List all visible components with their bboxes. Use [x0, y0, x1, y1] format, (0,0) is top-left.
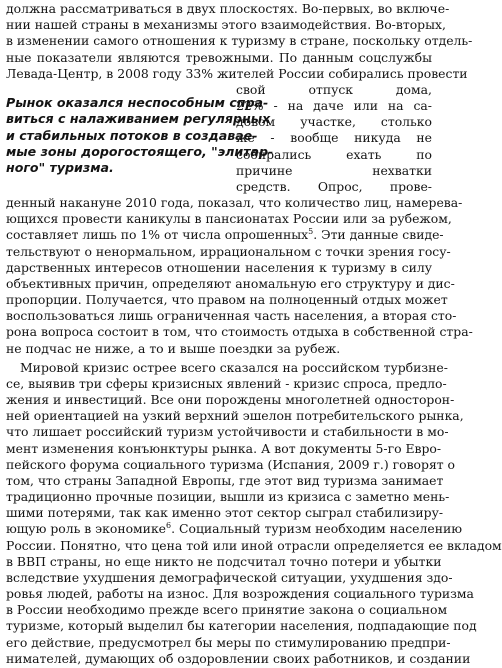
- text-line: Левада-Центр, в 2008 году 33% жителей России собирались провести: [6, 65, 468, 81]
- text-line: ней ориентацией на узкий верхний эшелон потребительского рынка,: [6, 408, 464, 424]
- text-span: составляет лишь по 1% от числа опрошенных: [6, 227, 309, 243]
- text-line: том, что страны Западной Европы, где этот вид туризма занимает: [6, 472, 444, 488]
- text-line: же - вообще никуда не: [236, 130, 432, 146]
- text-line: его действие, предусмотрел бы меры по стимулированию предпри-: [6, 634, 451, 650]
- pull-quote-line: Рынок оказался неспособным спра-: [6, 95, 269, 111]
- footnote-marker: 6: [166, 521, 172, 531]
- text-line: тельствуют о ненормальном, иррациональном с точки зрения госу-: [6, 243, 451, 259]
- text-line: объективных причин, определяют аномальную его структуру и дис-: [6, 275, 455, 291]
- text-line: шими потерями, так как именно этот сектор сыграл стабилизиру-: [6, 505, 444, 521]
- text-line: традиционно прочные позиции, вышли из кризиса с заметно мень-: [6, 489, 450, 505]
- text-line: ные показатели являются тревожными. По данным соцслужбы: [6, 49, 432, 65]
- text-span: ющую роль в экономике: [6, 521, 167, 537]
- text-line: се, выявив три сферы кризисных явлений - кризис спроса, предло-: [6, 375, 447, 391]
- text-line: воспользоваться лишь ограниченная часть населения, а вторая сто-: [6, 308, 457, 324]
- text-line: в изменении самого отношения к туризму в стране, поскольку отдель-: [6, 33, 473, 49]
- pull-quote-line: и стабильных потоков в создавае-: [6, 127, 258, 143]
- text-span: . Эти данные свиде-: [313, 227, 444, 243]
- text-line: в ВВП страны, но еще никто не подсчитал точно потери и убытки: [6, 553, 442, 569]
- text-line: дарственных интересов отношении населения к туризму в силу: [6, 259, 432, 275]
- text-line: собирались ехать по: [236, 146, 432, 162]
- text-line: мент изменения конъюнктуры рынка. А вот документы 5-го Евро-: [6, 440, 442, 456]
- text-line: туризме, который выделил бы категории населения, подпадающие под: [6, 618, 477, 634]
- text-line: довом участке, столько: [236, 114, 432, 130]
- text-span: . Социальный туризм необходим населению: [171, 521, 463, 537]
- text-line: нии нашей страны в механизмы этого взаимодействия. Во-вторых,: [6, 17, 446, 33]
- footnote-marker: 5: [308, 227, 314, 237]
- text-line: [6, 520, 463, 537]
- text-line: нимателей, думающих об оздоровлении своих работников, и создании: [6, 650, 471, 666]
- pull-quote-line: ного" туризма.: [6, 159, 114, 175]
- text-line: рона вопроса состоит в том, что стоимость отдыха в собственной стра-: [6, 324, 473, 340]
- text-line: пропорции. Получается, что правом на полноценный отдых может: [6, 292, 448, 308]
- pull-quote-line: виться с налаживанием регулярных: [6, 111, 271, 127]
- text-line: в России необходимо прежде всего принятие закона о социальном: [6, 602, 448, 618]
- pull-quote-line: мые зоны дорогостоящего, "элитар-: [6, 143, 274, 159]
- text-line: должна рассматриваться в двух плоскостях. Во-первых, во включе-: [6, 1, 450, 16]
- text-line: ровья людей, работы на износ. Для возрождения социального туризма: [6, 586, 474, 602]
- text-line: что лишает российский туризм устойчивости и стабильности в мо-: [6, 424, 449, 440]
- text-line: причине нехватки: [236, 162, 432, 178]
- text-line: ющихся провести каникулы в пансионатах России или за рубежом,: [6, 211, 452, 227]
- text-line: вследствие ухудшения демографической ситуации, ухудшения здо-: [6, 569, 453, 585]
- text-line: средств. Опрос, прове-: [236, 178, 432, 194]
- text-line: свой отпуск дома,: [236, 81, 432, 97]
- text-line: 22% - на даче или на са-: [236, 98, 432, 114]
- text-line: жения и инвестиций. Все они порождены многолетней односторон-: [6, 392, 455, 408]
- text-line: денный накануне 2010 года, показал, что количество лиц, намерева-: [6, 195, 463, 211]
- text-line: России. Понятно, что цена той или иной отрасли определяется ее вкладом: [6, 537, 502, 553]
- text-line: Мировой кризис острее всего сказался на российском турбизне-: [20, 359, 448, 375]
- text-line: не подчас не ниже, а то и выше поездки за рубеж.: [6, 340, 341, 356]
- text-line: [6, 226, 444, 243]
- text-line: пейского форума социального туризма (Испания, 2009 г.) говорят о: [6, 456, 456, 472]
